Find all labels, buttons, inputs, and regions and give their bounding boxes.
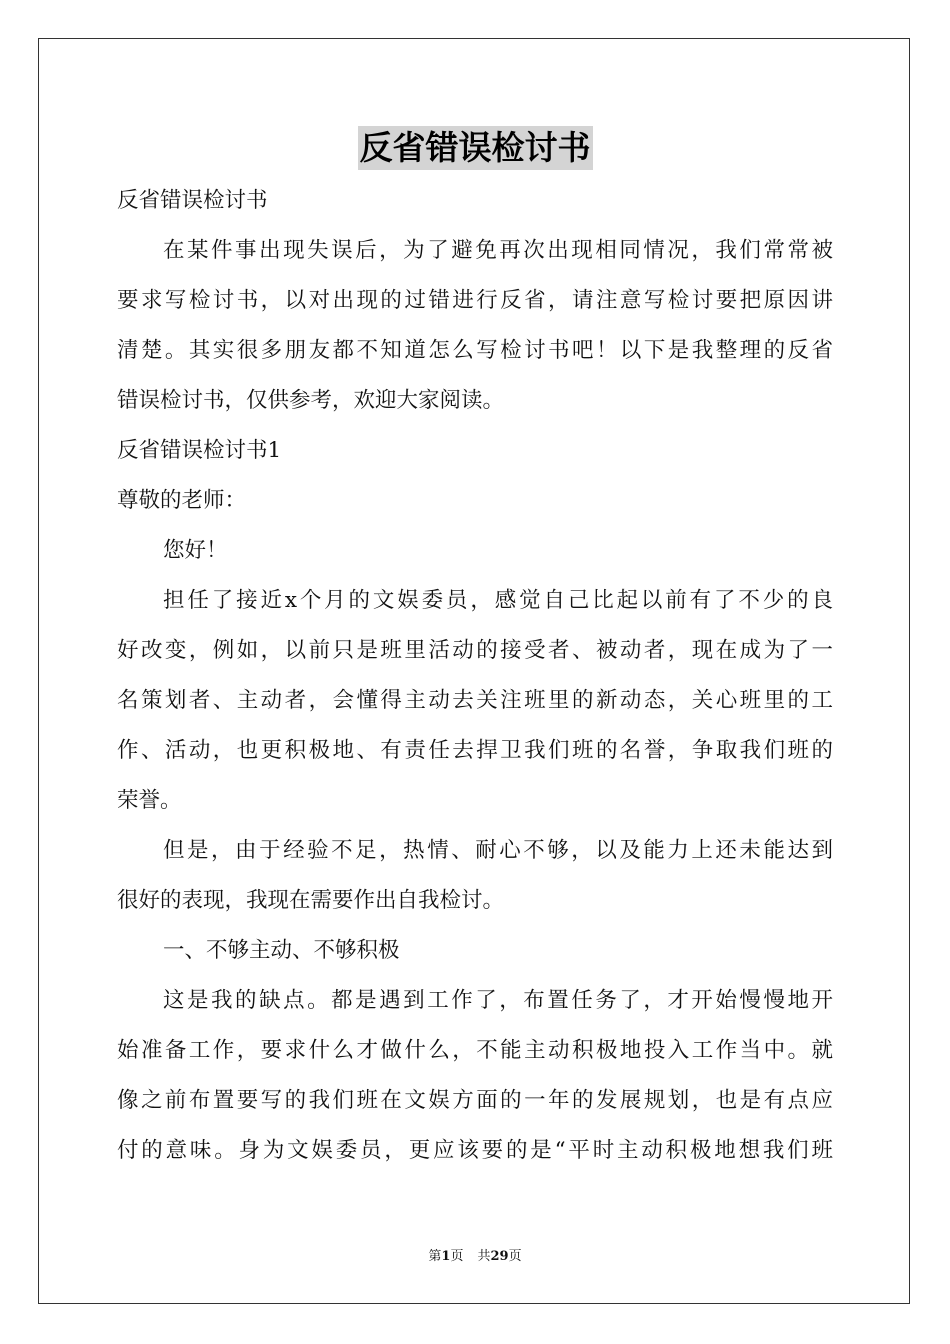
list-heading: 一、不够主动、不够积极 [163, 938, 400, 963]
footer-total-suffix: 页 [508, 1249, 522, 1264]
paragraph-line: 荣誉。 [117, 788, 182, 813]
paragraph-line: 很好的表现，我现在需要作出自我检讨。 [117, 888, 505, 913]
document-title: 反省错误检讨书 [358, 126, 593, 170]
paragraph-line: 错误检讨书，仅供参考，欢迎大家阅读。 [117, 388, 505, 413]
paragraph-line: 像之前布置要写的我们班在文娱方面的一年的发展规划，也是有点应 [117, 1088, 833, 1113]
document-body [117, 176, 833, 1176]
paragraph-line: 在某件事出现失误后，为了避免再次出现相同情况，我们常常被 [163, 238, 833, 263]
footer-page-prefix: 第 [428, 1249, 442, 1264]
paragraph-line: 好改变，例如，以前只是班里活动的接受者、被动者，现在成为了一 [117, 638, 833, 663]
greeting: 您好！ [163, 538, 228, 563]
footer-page-total: 29 [490, 1249, 509, 1264]
paragraph-line: 付的意味。身为文娱委员，更应该要的是“平时主动积极地想我们班 [117, 1138, 833, 1163]
subtitle-line: 反省错误检讨书 [117, 188, 268, 213]
paragraph-line: 这是我的缺点。都是遇到工作了，布置任务了，才开始慢慢地开 [163, 988, 833, 1013]
paragraph-line: 清楚。其实很多朋友都不知道怎么写检讨书吧！以下是我整理的反省 [117, 338, 833, 363]
paragraph-line: 要求写检讨书，以对出现的过错进行反省，请注意写检讨要把原因讲 [117, 288, 833, 313]
footer-page-current: 1 [441, 1249, 451, 1264]
paragraph-line: 作、活动，也更积极地、有责任去捍卫我们班的名誉，争取我们班的 [117, 738, 833, 763]
paragraph-line: 但是，由于经验不足，热情、耐心不够，以及能力上还未能达到 [163, 838, 833, 863]
title-container [0, 126, 950, 170]
footer-page-suffix: 页 [450, 1249, 464, 1264]
paragraph-line: 担任了接近x个月的文娱委员，感觉自己比起以前有了不少的良 [163, 588, 833, 613]
paragraph-line: 名策划者、主动者，会懂得主动去关注班里的新动态，关心班里的工 [117, 688, 833, 713]
section-heading: 反省错误检讨书1 [117, 438, 282, 463]
footer-total-prefix: 共 [477, 1249, 491, 1264]
paragraph-line: 始准备工作，要求什么才做什么，不能主动积极地投入工作当中。就 [117, 1038, 833, 1063]
page-footer [0, 1247, 950, 1267]
salutation: 尊敬的老师： [117, 488, 247, 513]
